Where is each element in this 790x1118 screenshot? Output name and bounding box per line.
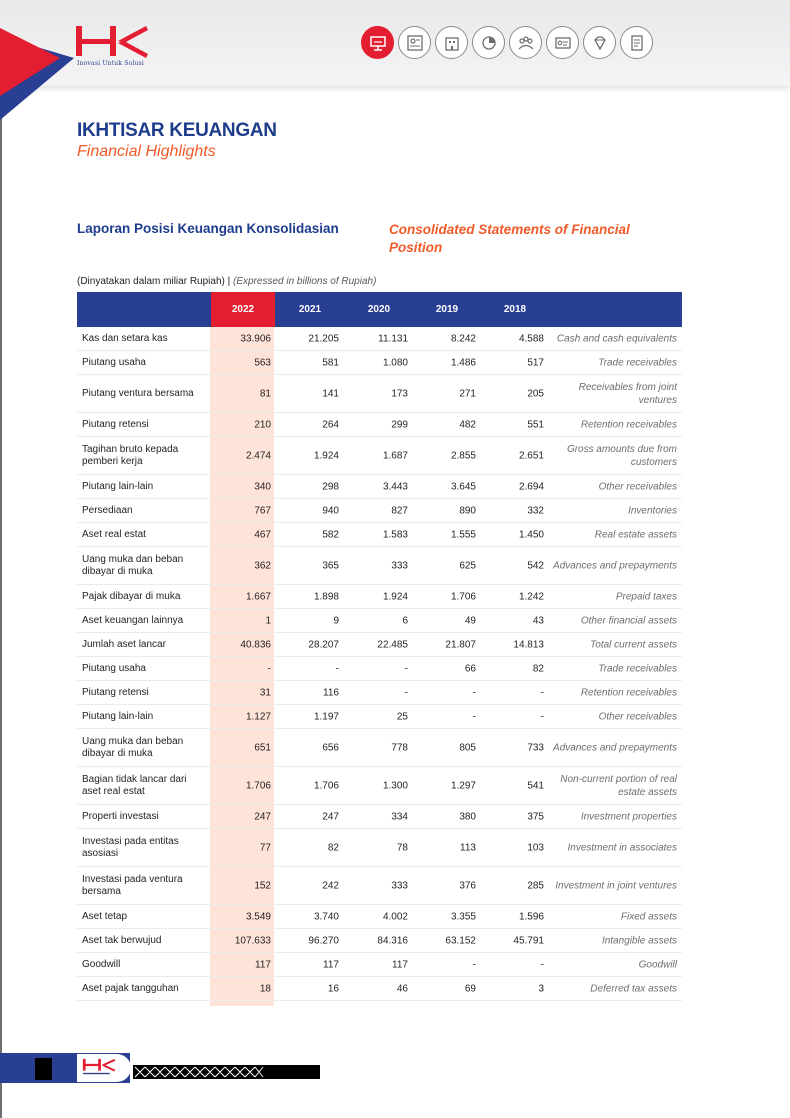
value-cell: 1.242 (518, 591, 544, 602)
value-cell: 365 (322, 560, 339, 571)
footer-hk-logo (82, 1058, 118, 1076)
value-cell: 1.583 (382, 529, 408, 540)
table-row (77, 767, 682, 805)
row-label: Uang muka dan beban dibayar di muka (82, 553, 184, 577)
value-cell: 16 (327, 983, 339, 994)
value-cell: 805 (459, 742, 476, 753)
value-cell: 117 (392, 959, 408, 970)
row-label-english: Advances and prepayments (553, 742, 677, 753)
row-label-english: Investment in associates (567, 842, 677, 853)
year-header: 2019 (435, 304, 459, 315)
row-label: Piutang lain-lain (82, 480, 154, 492)
value-cell: 517 (527, 357, 544, 368)
value-cell: - (472, 959, 476, 970)
value-cell: 778 (391, 742, 408, 753)
table-row (77, 609, 682, 633)
value-cell: 33.906 (240, 333, 271, 344)
row-label-english: Inventories (628, 505, 677, 516)
table-row (77, 953, 682, 977)
value-cell: 4.002 (382, 911, 408, 922)
value-cell: 117 (255, 959, 271, 970)
row-label-english: Fixed assets (620, 911, 677, 922)
value-cell: 113 (460, 842, 476, 853)
row-label: Piutang retensi (82, 418, 149, 430)
value-cell: 733 (527, 742, 544, 753)
table-header (77, 292, 682, 327)
value-cell: 2.651 (518, 450, 544, 461)
value-cell: 11.131 (378, 333, 408, 344)
table-row (77, 437, 682, 475)
row-label: Properti investasi (82, 810, 159, 822)
value-cell: 362 (254, 560, 271, 571)
value-cell: 82 (327, 842, 339, 853)
value-cell: 152 (254, 880, 271, 891)
value-cell: 1.555 (450, 529, 476, 540)
value-cell: 247 (322, 811, 339, 822)
value-cell: - (472, 687, 476, 698)
table-row (77, 475, 682, 499)
value-cell: 81 (259, 388, 271, 399)
row-label: Aset pajak tangguhan (82, 982, 179, 994)
value-cell: 31 (259, 687, 271, 698)
value-cell: 767 (254, 505, 271, 516)
value-cell: 3.443 (382, 481, 408, 492)
table-row (77, 805, 682, 829)
value-cell: 334 (391, 811, 408, 822)
value-cell: 827 (391, 505, 408, 516)
table-row (77, 867, 682, 905)
value-cell: 45.791 (513, 935, 544, 946)
row-label: Aset tak berwujud (82, 934, 162, 946)
value-cell: - (335, 663, 339, 674)
row-label-english: Prepaid taxes (615, 591, 677, 602)
year-header: 2018 (503, 304, 527, 315)
value-cell: 1.706 (245, 780, 271, 791)
pie-chart-icon[interactable] (472, 26, 505, 59)
row-label-english: Deferred tax assets (590, 983, 677, 994)
value-cell: - (540, 959, 544, 970)
row-label-english: Other financial assets (580, 615, 677, 626)
value-cell: 651 (254, 742, 271, 753)
value-cell: 107.633 (234, 935, 271, 946)
value-cell: 1.596 (518, 911, 544, 922)
value-cell: 14.813 (513, 639, 544, 650)
value-cell: 18 (259, 983, 271, 994)
row-label: Investasi pada entitas asosiasi (82, 835, 179, 859)
value-cell: 242 (322, 880, 339, 891)
value-cell: 3.645 (450, 481, 476, 492)
value-cell: 1.450 (518, 529, 544, 540)
table-row (77, 413, 682, 437)
value-cell: 1.706 (450, 591, 476, 602)
section-subtitle-english: Consolidated Statements of Financial Position (389, 222, 630, 255)
value-cell: 173 (391, 388, 408, 399)
row-label-english: Trade receivables (598, 357, 677, 368)
table-row (77, 547, 682, 585)
value-cell: 581 (322, 357, 339, 368)
table-row (77, 633, 682, 657)
value-cell: 264 (322, 419, 339, 430)
row-label: Piutang lain-lain (82, 710, 154, 722)
value-cell: 298 (322, 481, 339, 492)
value-cell: 3.740 (313, 911, 339, 922)
value-cell: 333 (391, 560, 408, 571)
table-row (77, 351, 682, 375)
value-cell: 21.807 (445, 639, 476, 650)
table-row (77, 977, 682, 1001)
value-cell: 563 (254, 357, 271, 368)
value-cell: 3.355 (450, 911, 476, 922)
value-cell: 46 (396, 983, 408, 994)
value-cell: 1 (265, 615, 271, 626)
value-cell: 82 (532, 663, 544, 674)
value-cell: 656 (322, 742, 339, 753)
row-label-english: Gross amounts due from customers (566, 443, 677, 468)
value-cell: 542 (527, 560, 544, 571)
row-label-english: Intangible assets (601, 935, 677, 946)
value-cell: - (404, 687, 408, 698)
value-cell: 78 (396, 842, 408, 853)
person-profile-icon[interactable] (398, 26, 431, 59)
table-row (77, 829, 682, 867)
document-report-icon[interactable] (620, 26, 653, 59)
row-label-english: Retention receivables (580, 687, 677, 698)
value-cell: - (404, 663, 408, 674)
value-cell: 1.687 (382, 450, 408, 461)
value-cell: 63.152 (445, 935, 476, 946)
value-cell: 1.486 (450, 357, 476, 368)
value-cell: 332 (527, 505, 544, 516)
section-nav (361, 26, 653, 59)
corner-decoration (0, 0, 80, 120)
value-cell: 96.270 (308, 935, 339, 946)
value-cell: 69 (464, 983, 476, 994)
value-cell: 205 (527, 388, 544, 399)
row-label-english: Receivables from joint ventures (578, 381, 677, 406)
table-row (77, 327, 682, 351)
value-cell: 3 (538, 983, 544, 994)
year-header: 2020 (367, 304, 391, 315)
value-cell: 1.706 (313, 780, 339, 791)
table-row (77, 657, 682, 681)
value-cell: 117 (323, 959, 339, 970)
value-cell: 2.694 (518, 481, 544, 492)
value-cell: 1.197 (313, 711, 339, 722)
value-cell: 380 (459, 811, 476, 822)
value-cell: 116 (323, 687, 339, 698)
value-cell: 299 (391, 419, 408, 430)
value-cell: 141 (322, 388, 339, 399)
row-label: Pajak dibayar di muka (82, 590, 181, 602)
table-row (77, 585, 682, 609)
page-edge-rule (0, 0, 2, 1118)
row-label-english: Cash and cash equivalents (556, 333, 677, 344)
row-label: Goodwill (82, 958, 121, 970)
row-label: Jumlah aset lancar (82, 638, 166, 650)
row-label: Piutang retensi (82, 686, 149, 698)
row-label-english: Other receivables (598, 711, 677, 722)
value-cell: 247 (254, 811, 271, 822)
value-cell: - (267, 663, 271, 674)
value-cell: 1.924 (313, 450, 339, 461)
row-label-english: Retention receivables (580, 419, 677, 430)
row-label: Aset tetap (82, 910, 128, 922)
year-header: 2022 (211, 292, 275, 327)
row-label: Investasi pada ventura bersama (82, 873, 183, 897)
value-cell: 1.898 (313, 591, 339, 602)
value-cell: 482 (459, 419, 476, 430)
row-label: Tagihan bruto kepada pemberi kerja (82, 443, 179, 467)
building-icon[interactable] (435, 26, 468, 59)
value-cell: - (540, 711, 544, 722)
row-label: Piutang usaha (82, 356, 146, 368)
table-row (77, 375, 682, 413)
value-cell: 40.836 (240, 639, 271, 650)
table-row (77, 499, 682, 523)
row-label-english: Goodwill (638, 959, 677, 970)
page-title-english: Financial Highlights (77, 143, 216, 160)
units-note-en: (Expressed in billions of Rupiah) (233, 276, 377, 287)
value-cell: 1.080 (382, 357, 408, 368)
value-cell: 25 (396, 711, 408, 722)
table-row (77, 905, 682, 929)
people-group-icon[interactable] (509, 26, 542, 59)
row-label: Bagian tidak lancar dari aset real estat (82, 773, 187, 797)
value-cell: 625 (459, 560, 476, 571)
section-subtitle: Laporan Posisi Keuangan Konsolidasian (77, 221, 339, 236)
value-cell: 1.667 (245, 591, 271, 602)
value-cell: 3.549 (245, 911, 271, 922)
row-label-english: Investment properties (580, 811, 677, 822)
row-label-english: Total current assets (590, 639, 677, 650)
row-label-english: Advances and prepayments (553, 560, 677, 571)
year-header: 2021 (298, 304, 322, 315)
row-label: Aset keuangan lainnya (82, 614, 184, 626)
value-cell: 271 (459, 388, 476, 399)
value-cell: 28.207 (308, 639, 339, 650)
value-cell: 890 (459, 505, 476, 516)
page-title: IKHTISAR KEUANGAN (77, 120, 277, 141)
value-cell: 1.297 (450, 780, 476, 791)
id-card-icon[interactable] (546, 26, 579, 59)
value-cell: 467 (254, 529, 271, 540)
value-cell: 6 (402, 615, 408, 626)
value-cell: 103 (527, 842, 544, 853)
value-cell: 551 (527, 419, 544, 430)
row-label-english: Investment in joint ventures (555, 880, 677, 891)
table-row (77, 705, 682, 729)
value-cell: 84.316 (377, 935, 408, 946)
units-note-id: (Dinyatakan dalam miliar Rupiah) | (77, 276, 233, 287)
footer-page-badge (35, 1058, 52, 1080)
units-note (77, 276, 376, 287)
value-cell: 333 (391, 880, 408, 891)
value-cell: 21.205 (308, 333, 339, 344)
value-cell: 541 (527, 780, 544, 791)
value-cell: 22.485 (377, 639, 408, 650)
row-label: Piutang usaha (82, 662, 146, 674)
row-label: Kas dan setara kas (82, 332, 168, 344)
value-cell: 8.242 (450, 333, 476, 344)
row-label-english: Trade receivables (598, 663, 677, 674)
row-label: Persediaan (82, 504, 133, 516)
value-cell: 1.300 (382, 780, 408, 791)
value-cell: 210 (254, 419, 271, 430)
row-label: Aset real estat (82, 528, 146, 540)
row-label: Piutang ventura bersama (82, 387, 194, 399)
value-cell: 49 (464, 615, 476, 626)
table-row (77, 681, 682, 705)
value-cell: 1.127 (245, 711, 271, 722)
value-cell: 340 (254, 481, 271, 492)
value-cell: 582 (322, 529, 339, 540)
presentation-icon[interactable] (361, 26, 394, 59)
value-cell: 1.924 (382, 591, 408, 602)
value-cell: 2.855 (450, 450, 476, 461)
value-cell: 77 (259, 842, 271, 853)
table-row (77, 523, 682, 547)
row-label-english: Real estate assets (594, 529, 677, 540)
value-cell: 285 (527, 880, 544, 891)
row-label: Uang muka dan beban dibayar di muka (82, 735, 184, 759)
table-row (77, 929, 682, 953)
value-cell: 375 (527, 811, 544, 822)
logo-tagline: Inovasi Untuk Solusi (77, 60, 144, 67)
diamond-icon[interactable] (583, 26, 616, 59)
footer-pattern-strip (133, 1065, 320, 1079)
value-cell: 4.588 (518, 333, 544, 344)
value-cell: - (472, 711, 476, 722)
value-cell: 66 (464, 663, 476, 674)
table-row (77, 729, 682, 767)
value-cell: 2.474 (245, 450, 271, 461)
value-cell: 940 (322, 505, 339, 516)
value-cell: 376 (459, 880, 476, 891)
value-cell: 43 (532, 615, 544, 626)
value-cell: 9 (333, 615, 339, 626)
value-cell: - (540, 687, 544, 698)
row-label-english: Other receivables (598, 481, 677, 492)
row-label-english: Non-current portion of real estate assets (560, 773, 677, 798)
